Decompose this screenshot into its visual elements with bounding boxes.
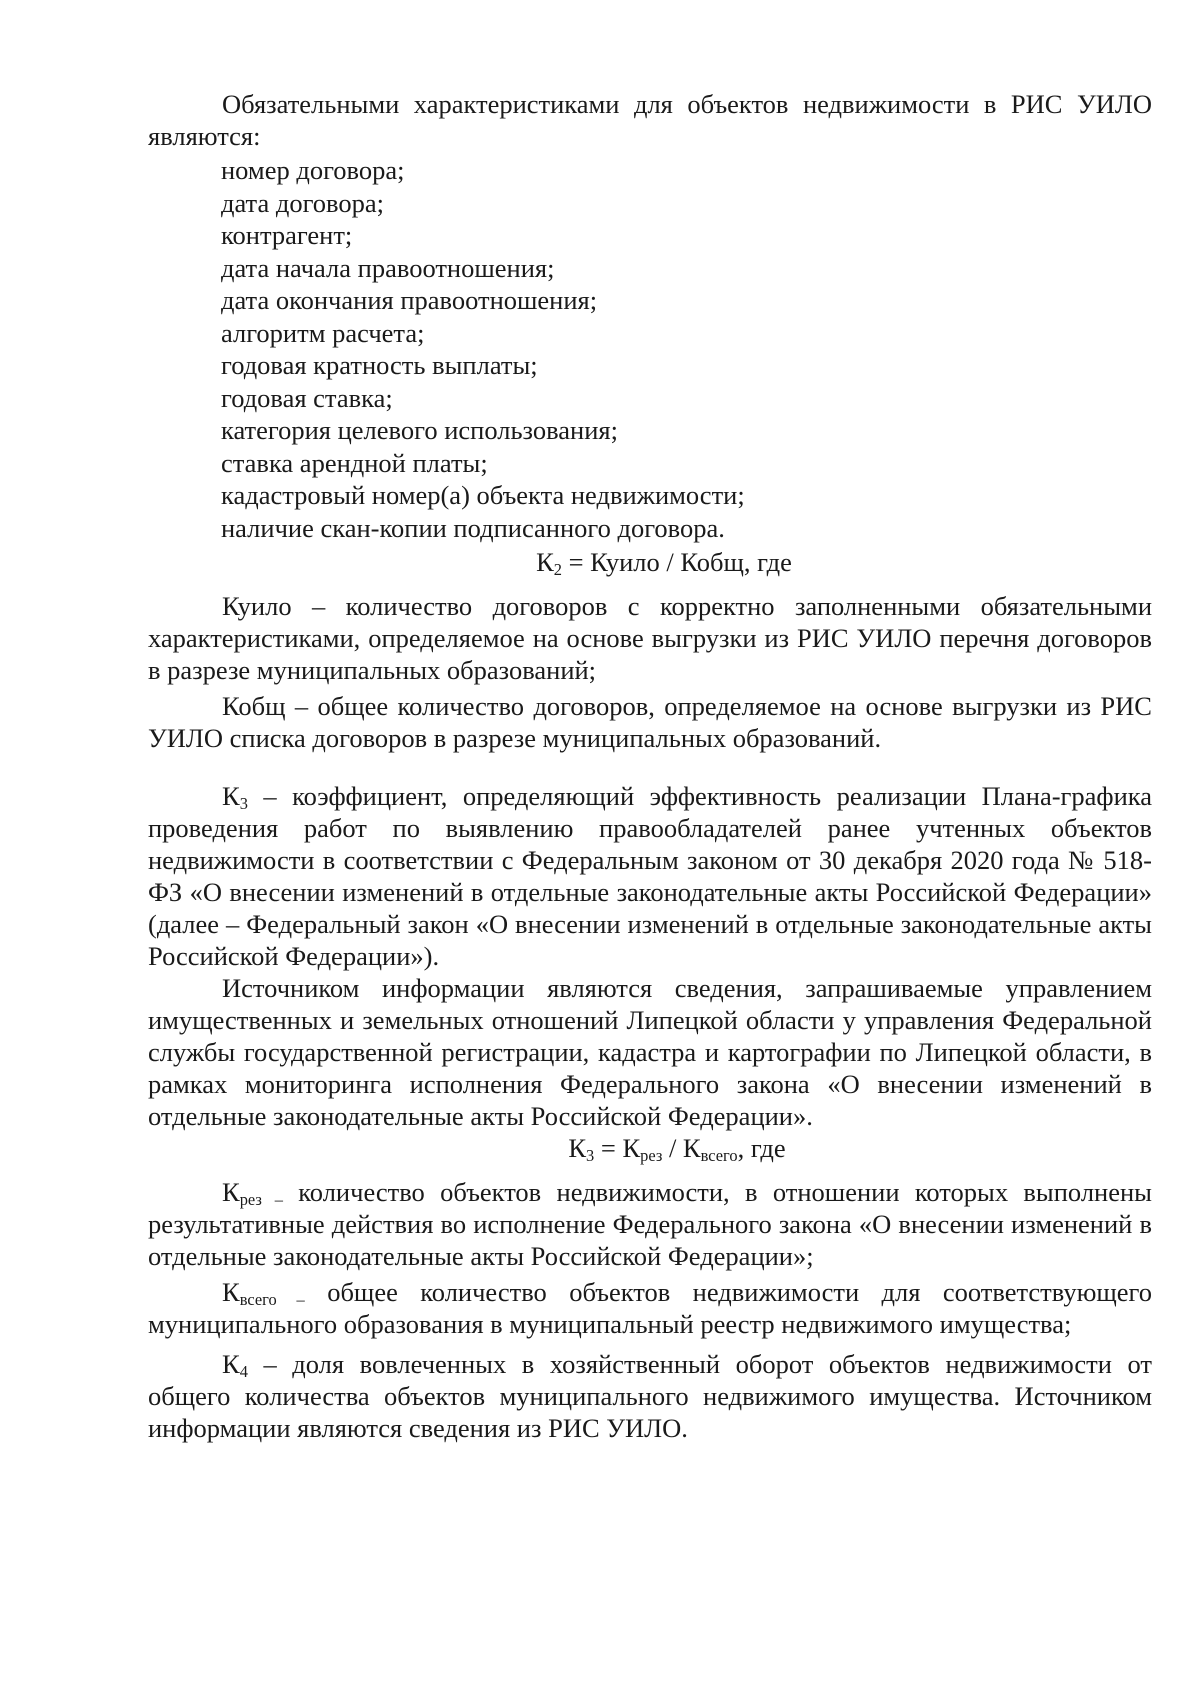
- characteristics-list: [221, 154, 1121, 544]
- list-item: дата договора;: [221, 187, 384, 218]
- list-item: годовая ставка;: [221, 382, 393, 413]
- kvsego-definition: $К_{всего -}$ общее количество объектов недвижимости для соответствующего муниципального образования в муниципальный реестр недвижимого имущества;: [148, 1277, 1153, 1339]
- list-item: наличие скан-копии подписанного договора.: [221, 512, 725, 543]
- list-item: дата начала правоотношения;: [221, 252, 555, 283]
- intro-text: Обязательными характеристиками для объектов недвижимости в РИС УИЛО являются:: [148, 89, 1152, 151]
- k3-definition: $К_3$ – коэффициент, определяющий эффективность реализации Плана-графика проведения работ по выявлению правообладателей ранее учтенных объектов недвижимости в соответствии с Федеральным законом от 30 декабря 2020 года № 518-ФЗ «О внесении изменений в отдельные законодательные акты Российской Федерации» (далее – Федеральный закон «О внесении изменений в отдельные законодательные акты Российской Федерации»).: [148, 781, 1152, 971]
- kobsch-definition: Кобщ – общее количество договоров, определяемое на основе выгрузки из РИС УИЛО списка договоров в разрезе муниципальных образований.: [148, 691, 1152, 753]
- k3-source-paragraph: Источником информации являются сведения, запрашиваемые управлением имущественных и земельных отношений Липецкой области у управления Федеральной службы государственной регистрации, кадастра и картографии по Липецкой области, в рамках мониторинга исполнения Федерального закона «О внесении изменений в отдельные законодательные акты Российской Федерации».: [148, 973, 1152, 1131]
- formula-k3: $К_3 = К_{рез} / К_{всего}$, где: [568, 1133, 786, 1166]
- formula-k2: $К_2$ = Куило / Кобщ, где: [536, 547, 792, 580]
- list-item: кадастровый номер(а) объекта недвижимости;: [221, 480, 745, 510]
- krez-definition: $К_{рез -}$ количество объектов недвижимости, в отношении которых выполнены результативные действия во исполнение Федерального закона «О внесении изменений в отдельные законодательные акты Российской Федерации»;: [148, 1177, 1152, 1271]
- list-item: годовая кратность выплаты;: [221, 350, 538, 380]
- intro-paragraph: [148, 88, 1152, 152]
- list-item: дата окончания правоотношения;: [221, 285, 598, 315]
- list-item: ставка арендной платы;: [221, 447, 488, 478]
- list-item: категория целевого использования;: [221, 415, 618, 445]
- list-item: алгоритм расчета;: [221, 317, 425, 348]
- k4-definition: $К_4$ – доля вовлеченных в хозяйственный оборот объектов недвижимости от общего количества объектов муниципального недвижимого имущества. Источником информации являются сведения из РИС УИЛО.: [148, 1349, 1152, 1443]
- list-item: номер договора;: [221, 155, 405, 185]
- list-item: контрагент;: [221, 220, 353, 250]
- kuilo-definition: Куило – количество договоров с корректно заполненными обязательными характеристиками, определяемое на основе выгрузки из РИС УИЛО перечня договоров в разрезе муниципальных образований;: [148, 591, 1152, 685]
